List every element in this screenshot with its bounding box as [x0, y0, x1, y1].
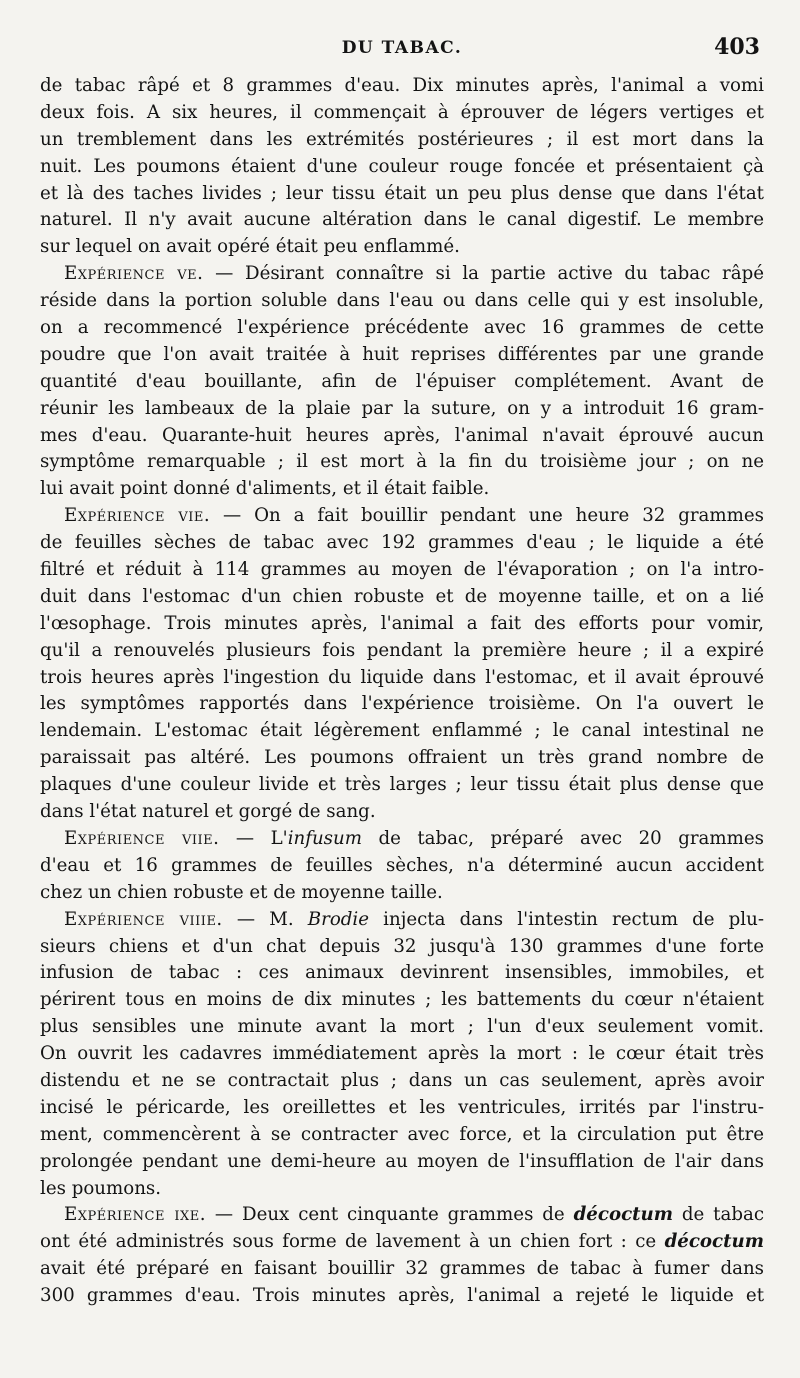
text-line	[40, 73, 764, 100]
text-line	[40, 315, 764, 342]
text-line	[40, 181, 764, 208]
text-line	[40, 584, 764, 611]
emphasis-text: Brodie	[307, 908, 370, 930]
paragraph-start-line	[40, 826, 764, 853]
text-line	[40, 342, 764, 369]
text-run: réside dans la portion soluble dans l'eau ou dans celle qui y est insoluble,	[40, 290, 764, 312]
text-line	[40, 638, 764, 665]
text-line	[40, 934, 764, 961]
text-run: de tabac, préparé avec 20 grammes	[361, 827, 764, 849]
text-run: périrent tous en moins de dix minutes ; les battements du cœur n'étaient	[40, 989, 764, 1011]
text-line	[40, 557, 764, 584]
text-line	[40, 799, 764, 826]
text-line	[40, 369, 764, 396]
text-run: lui avait point donné d'aliments, et il était faible.	[40, 478, 490, 500]
text-run: qu'il a renouvelés plusieurs fois pendant la première heure ; il a expiré	[40, 639, 764, 661]
running-title: DU TABAC.	[341, 38, 463, 58]
text-line	[40, 1176, 764, 1203]
text-line	[40, 154, 764, 181]
text-run: de tabac râpé et 8 grammes d'eau. Dix minutes après, l'animal a vomi	[40, 75, 764, 96]
text-run: les symptômes rapportés dans l'expérience troisième. On l'a ouvert le	[40, 693, 764, 715]
text-line	[40, 718, 764, 745]
text-run: de feuilles sèches de tabac avec 192 grammes d'eau ; le liquide a été	[40, 532, 764, 554]
text-line	[40, 1229, 764, 1256]
body-text	[40, 73, 764, 1310]
text-run: deux fois. A six heures, il commençait à éprouver de légers vertiges et	[40, 101, 764, 123]
paragraph-start-line	[40, 907, 764, 934]
text-run: quantité d'eau bouillante, afin de l'épuiser complétement. Avant de	[40, 370, 764, 392]
emphasis-text: décoctum	[573, 1204, 674, 1226]
text-line	[40, 745, 764, 772]
text-run: avait été préparé en faisant bouillir 32 grammes de tabac à fumer dans	[40, 1258, 764, 1280]
text-line	[40, 449, 764, 476]
text-run: duit dans l'estomac d'un chien robuste et de moyenne taille, et on a lié	[40, 585, 764, 607]
experiment-heading: Expérience ixe.	[64, 1204, 207, 1226]
text-line	[40, 207, 764, 234]
text-run: — On a fait bouillir pendant une heure 32 grammes	[210, 505, 764, 527]
text-line	[40, 880, 764, 907]
text-run: sieurs chiens et d'un chat depuis 32 jusqu'à 130 grammes d'une forte	[40, 935, 764, 957]
emphasis-text: infusum	[287, 827, 362, 849]
text-line	[40, 100, 764, 127]
text-line	[40, 1041, 764, 1068]
text-line	[40, 1068, 764, 1095]
text-line	[40, 423, 764, 450]
text-line	[40, 611, 764, 638]
text-run: un tremblement dans les extrémités postérieures ; il est mort dans la	[40, 128, 764, 150]
text-run: dans l'état naturel et gorgé de sang.	[40, 801, 376, 823]
text-run: sur lequel on avait opéré était peu enflammé.	[40, 236, 460, 258]
text-run: paraissait pas altéré. Les poumons offraient un très grand nombre de	[40, 747, 764, 769]
text-run: — L'	[219, 827, 288, 849]
text-line	[40, 288, 764, 315]
text-line	[40, 530, 764, 557]
text-line	[40, 234, 764, 261]
paragraph-start-line	[40, 261, 764, 288]
text-run: plus sensibles une minute avant la mort ; l'un d'eux seulement vomit.	[40, 1016, 764, 1038]
paragraph-start-line	[40, 503, 764, 530]
text-run: infusion de tabac : ces animaux devinrent insensibles, immobiles, et	[40, 962, 764, 984]
text-run: ont été administrés sous forme de lavement à un chien fort : ce	[40, 1231, 665, 1253]
text-line	[40, 476, 764, 503]
paragraph-start-line	[40, 1202, 764, 1229]
text-run: injecta dans l'intestin rectum de plu-	[369, 908, 764, 930]
text-line	[40, 691, 764, 718]
text-line	[40, 127, 764, 154]
text-run: de tabac	[673, 1204, 764, 1226]
text-run: les poumons.	[40, 1177, 162, 1199]
experiment-heading: Expérience viiie.	[64, 908, 223, 930]
text-line	[40, 960, 764, 987]
text-line	[40, 1256, 764, 1283]
text-line	[40, 1095, 764, 1122]
text-run: 300 grammes d'eau. Trois minutes après, l'animal a rejeté le liquide et	[40, 1285, 764, 1307]
text-run: ment, commencèrent à se contracter avec force, et la circulation put être	[40, 1123, 764, 1145]
text-run: nuit. Les poumons étaient d'une couleur rouge foncée et présentaient çà	[40, 155, 764, 177]
text-run: réunir les lambeaux de la plaie par la suture, on y a introduit 16 gram-	[40, 397, 764, 419]
text-run: chez un chien robuste et de moyenne taille.	[40, 881, 443, 903]
text-run: trois heures après l'ingestion du liquide dans l'estomac, et il avait éprouvé	[40, 666, 764, 688]
text-run: — Désirant connaître si la partie active du tabac râpé	[203, 263, 764, 285]
text-run: distendu et ne se contractait plus ; dans un cas seulement, après avoir	[40, 1069, 764, 1091]
text-run: symptôme remarquable ; il est mort à la fin du troisième jour ; on ne	[40, 451, 764, 473]
text-run: d'eau et 16 grammes de feuilles sèches, n'a déterminé aucun accident	[40, 854, 764, 876]
text-run: naturel. Il n'y avait aucune altération dans le canal digestif. Le membre	[40, 209, 764, 231]
text-run: poudre que l'on avait traitée à huit reprises différentes par une grande	[40, 343, 764, 365]
running-head	[40, 34, 764, 64]
text-run: et là des taches livides ; leur tissu était un peu plus dense que dans l'état	[40, 182, 764, 204]
page-number: 403	[714, 34, 760, 60]
text-run: lendemain. L'estomac était légèrement enflammé ; le canal intestinal ne	[40, 720, 764, 742]
text-line	[40, 1283, 764, 1310]
text-line	[40, 987, 764, 1014]
text-run: mes d'eau. Quarante-huit heures après, l'animal n'avait éprouvé aucun	[40, 424, 764, 446]
text-line	[40, 1014, 764, 1041]
text-run: plaques d'une couleur livide et très larges ; leur tissu était plus dense que	[40, 774, 764, 796]
experiment-heading: Expérience vie.	[64, 505, 211, 527]
text-run: — Deux cent cinquante grammes de	[206, 1204, 574, 1226]
text-run: — M.	[222, 908, 308, 930]
text-run: On ouvrit les cadavres immédiatement après la mort : le cœur était très	[40, 1043, 764, 1065]
text-run: l'œsophage. Trois minutes après, l'animal a fait des efforts pour vomir,	[40, 612, 764, 634]
text-line	[40, 665, 764, 692]
text-line	[40, 1122, 764, 1149]
text-run: on a recommencé l'expérience précédente avec 16 grammes de cette	[40, 317, 764, 339]
text-line	[40, 1149, 764, 1176]
text-line	[40, 396, 764, 423]
text-line	[40, 853, 764, 880]
experiment-heading: Expérience ve.	[64, 263, 204, 285]
emphasis-text: décoctum	[664, 1231, 764, 1253]
text-run: filtré et réduit à 114 grammes au moyen de l'évaporation ; on l'a intro-	[40, 559, 764, 581]
text-line	[40, 772, 764, 799]
experiment-heading: Expérience viie.	[64, 827, 220, 849]
text-run: prolongée pendant une demi-heure au moyen de l'insufflation de l'air dans	[40, 1150, 764, 1172]
text-run: incisé le péricarde, les oreillettes et les ventricules, irrités par l'instru-	[40, 1096, 764, 1118]
